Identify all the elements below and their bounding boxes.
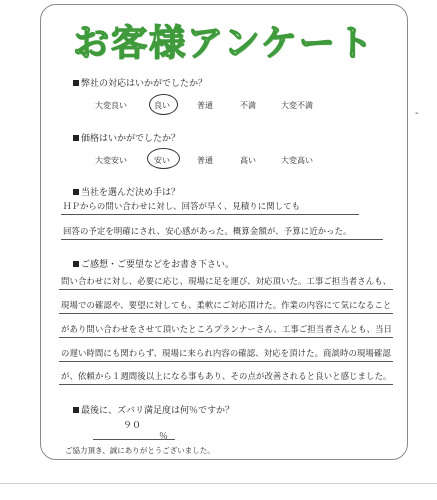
option-price-4[interactable]: 高い xyxy=(240,156,256,165)
survey-card xyxy=(40,4,408,460)
question-reason xyxy=(73,185,180,198)
question-service xyxy=(73,76,207,89)
question-satisfaction-label: 最後に、ズバリ満足度は何％ですか？ xyxy=(81,406,235,416)
answer-feedback-underline-2 xyxy=(59,313,393,314)
answer-feedback-line-4: の遅い時間にも関わらず、現場に来られ内容の確認、対応を頂けた。商談時の現場確認 xyxy=(61,348,391,358)
option-service-1[interactable]: 大変良い xyxy=(95,101,127,110)
answer-feedback-line-5: が、依頼から１週間後以上になる事もあり、その点が改善されると良いと感じました。 xyxy=(61,371,392,381)
question-satisfaction xyxy=(73,403,234,416)
option-service-4[interactable]: 不満 xyxy=(240,101,256,110)
survey-title: お客様アンケート xyxy=(73,23,375,64)
satisfaction-value: ９０ xyxy=(123,421,142,431)
square-bullet-icon xyxy=(73,80,79,86)
answer-feedback-line-1: 問い合わせに対し、必要に応じ、現場に足を運び、対応頂いた。工事ご担当者さんも、 xyxy=(61,276,392,286)
question-feedback-label: ご感想・ご要望などをお書き下さい。 xyxy=(81,260,235,270)
square-bullet-icon xyxy=(73,261,79,267)
selected-circle-service xyxy=(149,94,178,115)
option-service-5[interactable]: 大変不満 xyxy=(281,101,313,110)
square-bullet-icon xyxy=(73,407,79,413)
answer-feedback-underline-1 xyxy=(59,289,393,290)
question-feedback xyxy=(73,257,234,270)
question-service-label: 弊社の対応はいかがでしたか？ xyxy=(81,79,208,89)
thanks-footer: ご協力頂き、誠にありがとうございました。 xyxy=(65,446,215,455)
square-bullet-icon xyxy=(73,135,79,141)
square-bullet-icon xyxy=(73,189,79,195)
answer-reason-underline-1 xyxy=(61,214,359,215)
answer-feedback-underline-3 xyxy=(59,337,393,338)
question-reason-label: 当社を選んだ決め手は？ xyxy=(81,188,181,198)
satisfaction-underline xyxy=(93,439,175,440)
page-bottom-divider xyxy=(0,483,437,484)
option-price-3[interactable]: 普通 xyxy=(197,156,213,165)
answer-feedback-underline-5 xyxy=(59,384,393,385)
option-service-2[interactable]: 良い xyxy=(154,101,170,110)
option-price-1[interactable]: 大変安い xyxy=(95,156,127,165)
answer-reason-underline-2 xyxy=(61,239,383,240)
satisfaction-unit: ％ xyxy=(159,432,169,442)
answer-reason-line-2: 回答の予定を明確にされ、安心感があった。概算金額が、予算に近かった。 xyxy=(63,226,352,236)
answer-feedback-underline-4 xyxy=(59,361,393,362)
option-price-2[interactable]: 安い xyxy=(154,156,170,165)
option-price-5[interactable]: 大変高い xyxy=(281,156,313,165)
question-price-label: 価格はいかがでしたか？ xyxy=(81,134,181,144)
selected-circle-price xyxy=(147,148,180,169)
side-mark: - xyxy=(415,108,419,119)
question-price xyxy=(73,131,180,144)
answer-feedback-line-3: があり問い合わせをさせて頂いたところプランナーさん、工事ご担当者さんとも、当日 xyxy=(61,324,393,334)
answer-reason-line-1: ＨＰからの問い合わせに対し、回答が早く、見積りに関しても xyxy=(63,201,301,211)
answer-feedback-line-2: 現場での確認や、要望に対しても、柔軟にご対応頂けた。作業の内容にて気になること xyxy=(61,300,392,310)
option-service-3[interactable]: 普通 xyxy=(197,101,213,110)
